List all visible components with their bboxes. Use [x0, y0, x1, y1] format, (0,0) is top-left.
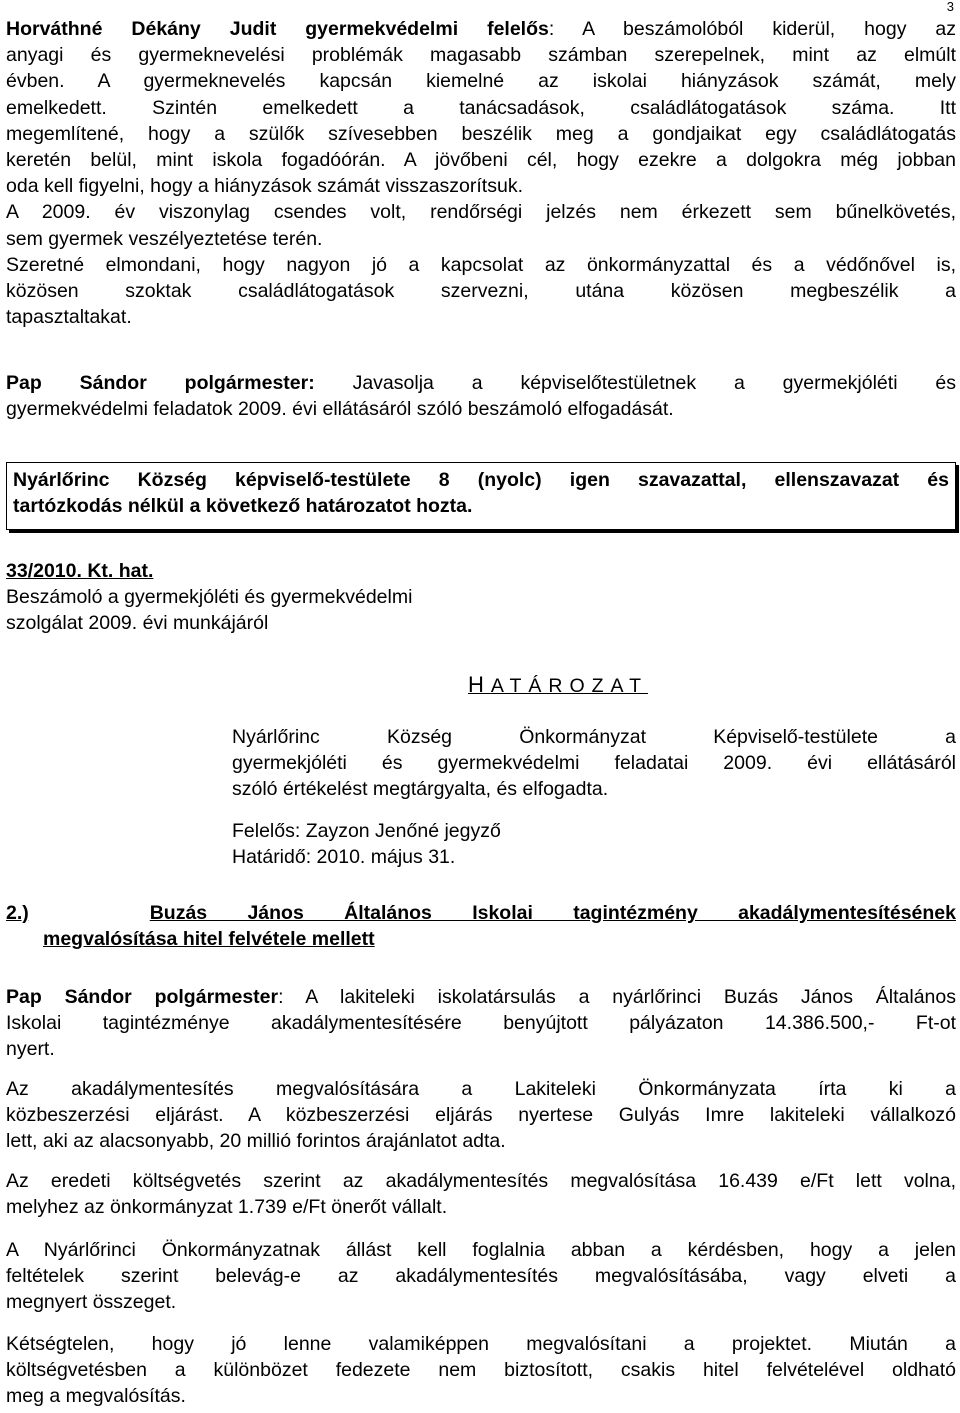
text-line: gyermekjóléti és gyermekvédelmi feladatai 2009. évi ellátásáról — [232, 752, 956, 775]
text-line: lett, aki az alacsonyabb, 20 millió forintos árajánlatot adta. — [6, 1130, 506, 1153]
text-line: A Nyárlőrinci Önkormányzatnak állást kell foglalnia abban a kérdésben, hogy a jelen — [6, 1239, 956, 1261]
page-number: 3 — [946, 0, 954, 14]
vote-result-box — [6, 462, 956, 530]
text-line: Az eredeti költségvetés szerint az akadálymentesítés megvalósítása 16.439 e/Ft lett volna, — [6, 1170, 956, 1192]
text-line: Az akadálymentesítés megvalósítására a Lakiteleki Önkormányzata írta ki a — [6, 1078, 956, 1100]
text-line: emelkedett. Szintén emelkedett a tanácsadások, családlátogatások száma. Itt — [6, 96, 956, 119]
section-title: Buzás János Általános Iskolai tagintézmény akadálymentesítésének — [149, 902, 956, 924]
section-title-continued: megvalósítása hitel felvétele mellett — [43, 928, 375, 951]
text-line: Kétségtelen, hogy jó lenne valamiképpen megvalósítani a projektet. Miután a — [6, 1333, 956, 1355]
section-heading — [6, 900, 956, 952]
paragraph-procurement — [6, 1076, 956, 1155]
resolution-header — [6, 558, 956, 637]
text-line: szóló értékelést megtárgyalta, és elfogadta. — [232, 778, 609, 801]
resolution-body — [232, 724, 956, 803]
speaker-name: Pap Sándor polgármester — [6, 986, 279, 1008]
text-line: költségvetésben a különbözet fedezete nem biztosított, csakis hitel felvételével oldható — [6, 1359, 956, 1382]
resolution-subject: Beszámoló a gyermekjóléti és gyermekvédelmi — [6, 586, 413, 609]
text-line: feltételek szerint belevág-e az akadálymentesítés megvalósításába, vagy elveti a — [6, 1265, 956, 1288]
text-line: megnyert összeget. — [6, 1291, 177, 1314]
text-line: közbeszerzési eljárást. A közbeszerzési eljárás nyertese Gulyás Imre lakiteleki vállalkozó — [6, 1104, 956, 1127]
resolution-number: 33/2010. Kt. hat. — [6, 560, 154, 582]
text-line: évben. A gyermeknevelés kapcsán kiemelné az iskolai hiányzások számát, mely — [6, 70, 956, 93]
text-line: Szeretné elmondani, hogy nagyon jó a kapcsolat az önkormányzattal és a védőnővel is, — [6, 253, 956, 276]
paragraph-conclusion — [6, 1331, 956, 1410]
resolution-heading: HATÁROZAT — [468, 672, 648, 697]
vote-line: Nyárlőrinc Község képviselő-testülete 8 (nyolc) igen szavazattal, ellenszavazat és — [13, 469, 949, 491]
text-line: közösen szoktak családlátogatások szervezni, utána közösen megbeszélik a — [6, 280, 956, 303]
text-line: anyagi és gyermeknevelési problémák magasabb számban szerepelnek, mint az elmúlt — [6, 44, 956, 67]
text-line: A 2009. év viszonylag csendes volt, rendőrségi jelzés nem érkezett sem bűnelkövetés, — [6, 201, 956, 224]
section-number: 2.) — [6, 902, 29, 924]
deadline: Határidő: 2010. május 31. — [232, 846, 456, 869]
text-line: meg a megvalósítás. — [6, 1385, 186, 1408]
vote-line: tartózkodás nélkül a következő határozatot hozta. — [13, 495, 473, 518]
text-line: tapasztaltakat. — [6, 306, 132, 329]
paragraph-decision — [6, 1237, 956, 1316]
text-line: melyhez az önkormányzat 1.739 e/Ft önerőt vállalt. — [6, 1196, 448, 1219]
text-line: keretén belül, mint iskola fogadóórán. A jövőbeni cél, hogy ezekre a dolgokra még jobban — [6, 149, 956, 172]
paragraph-budget — [6, 1168, 956, 1220]
paragraph-grant: Pap Sándor polgármester: A lakiteleki iskolatársulás a nyárlőrinci Buzás János Általános Iskolai tagintézménye akadálymentesítésére benyújtott pályázaton 14.386.500,- Ft-ot nyert. — [6, 984, 956, 1063]
text-line: sem gyermek veszélyeztetése terén. — [6, 227, 323, 250]
resolution-footer — [232, 818, 956, 870]
text-line: megemlítené, hogy a szülők szívesebben beszélik meg a gondjaikat egy családlátogatás — [6, 122, 956, 145]
text-line: oda kell figyelni, hogy a hiányzások számát visszaszorítsuk. — [6, 175, 523, 198]
child-protection-report-paragraph: Horváthné Dékány Judit gyermekvédelmi felelős: A beszámolóból kiderül, hogy az anyagi és gyermeknevelési problémák magasabb számban szerepelnek, mint az elmúlt évben. A gyermeknevelés kapcsán kiemelné az iskolai hiányzások számát, mely emelkedett. Szintén emelkedett a tanácsadások, családlátogatások száma. Itt megemlítené, hogy a szülők szívesebben beszélik meg a gondjaikat egy családlátogatás keretén belül, mint iskola fogadóórán. A jövőbeni cél, hogy ezekre a dolgokra még jobban oda kell figyelni, hogy a hiányzások számát visszaszorítsuk. A 2009. év viszonylag csendes volt, rendőrségi jelzés nem érkezett sem bűnelkövetés, sem gyermek veszélyeztetése terén. Szeretné elmondani, hogy nagyon jó a kapcsolat az önkormányzattal és a védőnővel is, közösen szoktak családlátogatások szervezni, utána közösen megbeszélik a tapasztaltakat. — [6, 16, 956, 330]
text-line: gyermekvédelmi feladatok 2009. évi ellátásáról szóló beszámoló elfogadását. — [6, 398, 674, 421]
resolution-subject: szolgálat 2009. évi munkájáról — [6, 612, 269, 635]
text-line: Iskolai tagintézménye akadálymentesítésére benyújtott pályázaton 14.386.500,- Ft-ot — [6, 1012, 956, 1035]
speaker-name: Horváthné Dékány Judit gyermekvédelmi felelős — [6, 18, 549, 40]
text-line: Nyárlőrinc Község Önkormányzat Képviselő-testülete a — [232, 726, 956, 748]
mayor-proposal-paragraph: Pap Sándor polgármester: Javasolja a képviselőtestületnek a gyermekjóléti és gyermekvédelmi feladatok 2009. évi ellátásáról szóló beszámoló elfogadását. — [6, 370, 956, 422]
responsible-person: Felelős: Zayzon Jenőné jegyző — [232, 820, 501, 842]
speaker-name: Pap Sándor polgármester: — [6, 372, 315, 394]
text-line: nyert. — [6, 1038, 55, 1061]
